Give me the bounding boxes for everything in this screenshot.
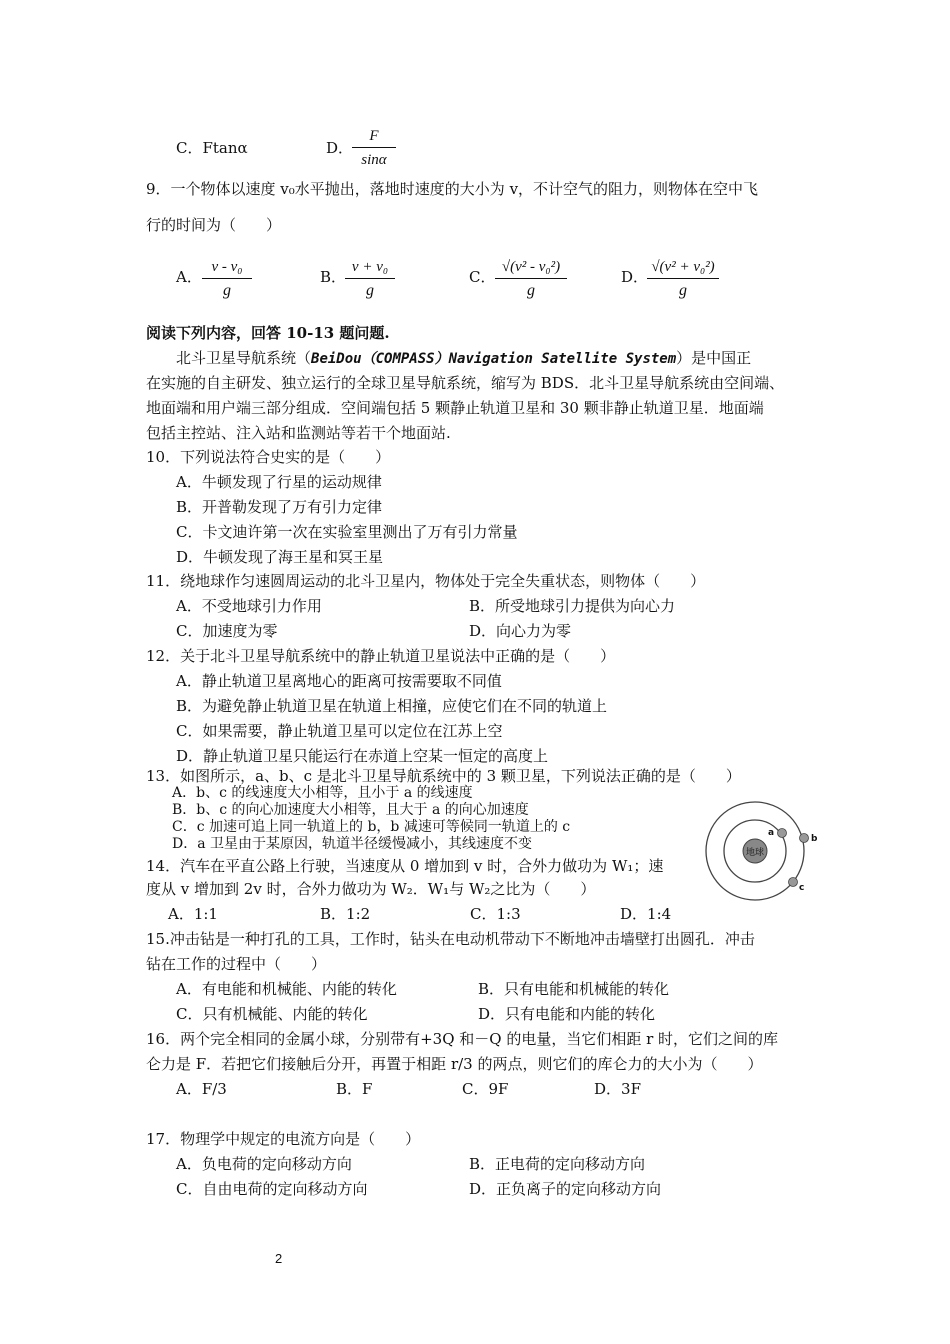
- q13-option-b: B．b、c 的向心加速度大小相等，且大于 a 的向心加速度: [172, 802, 529, 818]
- satellite-b-icon: [800, 834, 809, 843]
- q13-option-a: A．b、c 的线速度大小相等，且小于 a 的线速度: [172, 785, 473, 801]
- q12-option-a: A．静止轨道卫星离地心的距离可按需要取不同值: [176, 672, 502, 690]
- passage-line1: [176, 349, 751, 368]
- q15-stem-line1: 15.冲击钻是一种打孔的工具，工作时，钻头在电动机带动下不断地冲击墙壁打出圆孔．冲击: [146, 930, 755, 948]
- q17-option-d: D．正负离子的定向移动方向: [469, 1180, 662, 1198]
- q16-option-b: B．F: [336, 1080, 373, 1098]
- satellite-c-icon: [789, 878, 798, 887]
- q9-option-b-fraction: [345, 258, 395, 301]
- q17-option-c: C．自由电荷的定向移动方向: [176, 1180, 368, 1198]
- satellite-a-label: a: [768, 828, 775, 838]
- q14-option-a: A．1:1: [168, 905, 218, 923]
- q15-stem-line2: 钻在工作的过程中（ ）: [146, 955, 327, 973]
- passage-line2: 在实施的自主研发、独立运行的全球卫星导航系统，缩写为 BDS．北斗卫星导航系统由空间端、: [146, 374, 785, 392]
- q11-option-b: B．所受地球引力提供为向心力: [469, 597, 676, 615]
- earth-label: 地球: [745, 848, 765, 858]
- q9-b-denominator: g: [366, 282, 374, 299]
- q9-a-denominator: g: [223, 282, 231, 299]
- q12-option-d: D．静止轨道卫星只能运行在赤道上空某一恒定的高度上: [176, 747, 549, 765]
- q9-stem-line1: 9．一个物体以速度 v₀水平抛出，落地时速度的大小为 v，不计空气的阻力，则物体在空中飞: [146, 180, 759, 198]
- q15-option-c: C．只有机械能、内能的转化: [176, 1005, 368, 1023]
- q10-option-a: A．牛顿发现了行星的运动规律: [176, 473, 382, 491]
- q11-option-c: C．加速度为零: [176, 622, 278, 640]
- passage-line1-pre: 北斗卫星导航系统（: [176, 349, 312, 367]
- q9-b-numerator: v + v₀: [351, 259, 389, 275]
- q9-d-denominator: g: [679, 282, 687, 299]
- q14-option-d: D．1:4: [620, 905, 672, 923]
- q9-option-d-label: D．: [621, 268, 649, 286]
- q16-option-d: D．3F: [594, 1080, 641, 1098]
- q9-option-a-fraction: [202, 258, 252, 301]
- satellite-a-icon: [778, 829, 787, 838]
- q17-option-b: B．正电荷的定向移动方向: [469, 1155, 646, 1173]
- q14-option-c: C．1:3: [470, 905, 521, 923]
- q15-option-d: D．只有电能和内能的转化: [478, 1005, 656, 1023]
- q8-option-c: C．Ftanα: [176, 139, 248, 157]
- q16-stem-line1: 16．两个完全相同的金属小球，分别带有+3Q 和－Q 的电量，当它们相距 r 时，它们之间的库: [146, 1030, 779, 1048]
- q9-option-c-fraction: [495, 258, 567, 301]
- passage-heading: 阅读下列内容，回答 10-13 题问题.: [146, 324, 390, 342]
- q16-stem-line2: 仑力是 F．若把它们接触后分开，再置于相距 r/3 的两点，则它们的库仑力的大小为（ ）: [146, 1055, 763, 1073]
- satellite-c-label: c: [799, 883, 805, 893]
- q9-d-numerator: √(v² + v₀²): [651, 259, 715, 275]
- q13-stem: 13．如图所示，a、b、c 是北斗卫星导航系统中的 3 颗卫星，下列说法正确的是（ ）: [146, 767, 741, 785]
- q11-stem: 11．绕地球作匀速圆周运动的北斗卫星内，物体处于完全失重状态，则物体（ ）: [146, 572, 706, 590]
- q9-option-d-fraction: [647, 258, 719, 301]
- q11-option-d: D．向心力为零: [469, 622, 572, 640]
- q15-option-a: A．有电能和机械能、内能的转化: [176, 980, 397, 998]
- q11-option-a: A．不受地球引力作用: [176, 597, 322, 615]
- q9-stem-line2: 行的时间为（ ）: [146, 216, 282, 234]
- q10-stem: 10．下列说法符合史实的是（ ）: [146, 448, 391, 466]
- q12-stem: 12．关于北斗卫星导航系统中的静止轨道卫星说法中正确的是（ ）: [146, 647, 616, 665]
- q16-option-c: C．9F: [462, 1080, 509, 1098]
- q12-option-c: C．如果需要，静止轨道卫星可以定位在江苏上空: [176, 722, 503, 740]
- page-number: 2: [275, 1251, 283, 1266]
- q13-option-d: D．a 卫星由于某原因，轨道半径缓慢减小，其线速度不变: [172, 836, 533, 852]
- q12-option-b: B．为避免静止轨道卫星在轨道上相撞，应使它们在不同的轨道上: [176, 697, 608, 715]
- q8-option-d-fraction: [352, 127, 396, 170]
- q17-option-a: A．负电荷的定向移动方向: [176, 1155, 352, 1173]
- passage-line3: 地面端和用户端三部分组成．空间端包括 5 颗静止轨道卫星和 30 颗非静止轨道卫星．地面端: [146, 399, 764, 417]
- q15-option-b: B．只有电能和机械能的转化: [478, 980, 670, 998]
- satellite-b-label: b: [811, 834, 818, 844]
- q9-a-numerator: v - v₀: [211, 259, 243, 275]
- q9-option-c-label: C．: [469, 268, 496, 286]
- passage-line1-post: ）是中国正: [676, 349, 752, 367]
- q13-option-c: C．c 加速可追上同一轨道上的 b，b 减速可等候同一轨道上的 c: [172, 819, 571, 835]
- q8-d-denominator: sinα: [361, 152, 387, 168]
- q9-option-b-label: B．: [320, 268, 347, 286]
- q9-c-denominator: g: [527, 282, 535, 299]
- q14-option-b: B．1:2: [320, 905, 371, 923]
- q14-stem-line1: 14．汽车在平直公路上行驶，当速度从 0 增加到 v 时，合外力做功为 W₁；速: [146, 857, 664, 875]
- q9-option-a-label: A．: [176, 268, 202, 286]
- passage-english-name: BeiDou（COMPASS）Navigation Satellite System: [311, 351, 677, 367]
- q10-option-c: C．卡文迪许第一次在实验室里测出了万有引力常量: [176, 523, 518, 541]
- q14-stem-line2: 度从 v 增加到 2v 时，合外力做功为 W₂．W₁与 W₂之比为（ ）: [146, 880, 596, 898]
- q10-option-b: B．开普勒发现了万有引力定律: [176, 498, 383, 516]
- q9-c-numerator: √(v² - v₀²): [501, 259, 561, 275]
- q8-d-numerator: F: [369, 128, 379, 144]
- q13-orbit-figure: [700, 795, 820, 905]
- passage-line4: 包括主控站、注入站和监测站等若干个地面站.: [146, 424, 451, 442]
- q8-option-d-label: D．: [326, 139, 354, 157]
- q10-option-d: D．牛顿发现了海王星和冥王星: [176, 548, 384, 566]
- q16-option-a: A．F/3: [176, 1080, 227, 1098]
- q17-stem: 17．物理学中规定的电流方向是（ ）: [146, 1130, 421, 1148]
